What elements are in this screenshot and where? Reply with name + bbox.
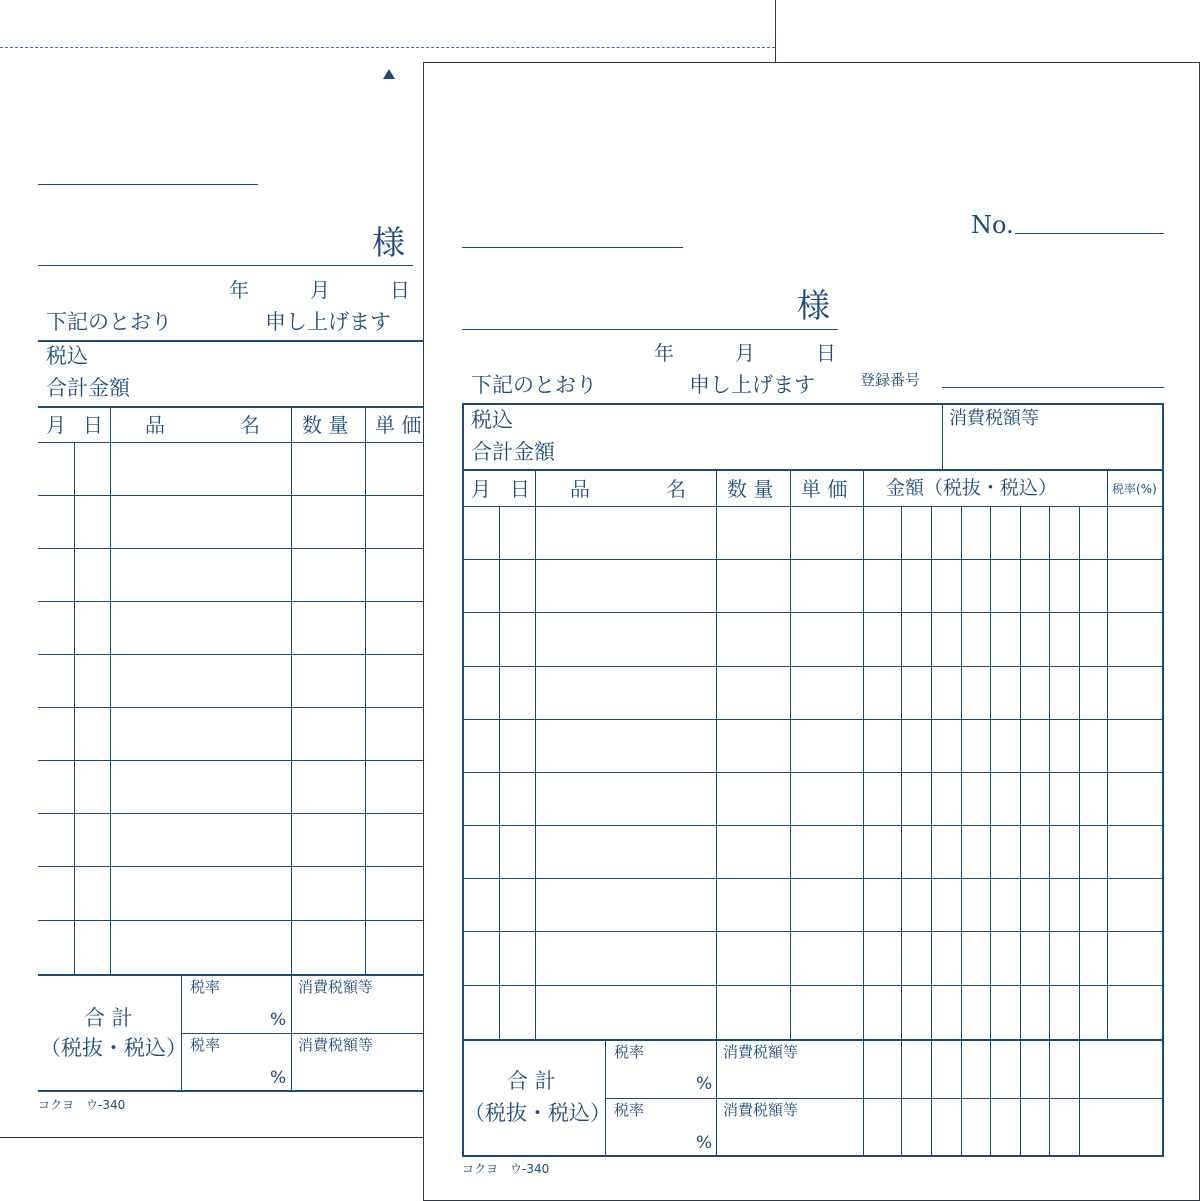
quantity-price-divider [365,406,366,974]
digit-divider [1049,506,1050,1157]
greeting-left: 下記のとおり [46,310,172,334]
recipient-line-short [38,184,258,185]
summary-middle-line [605,1098,1162,1099]
tax-amount-label: 消費税額等 [298,1036,374,1054]
percent-sign: % [696,1074,713,1094]
total-label-line2: 合計金額 [471,440,555,464]
row-line [462,825,1164,826]
summary-total-line1: 合 計 [84,1006,133,1030]
digit-divider [961,506,962,1157]
column-amount: 金額（税抜・税込） [886,477,1058,499]
registration-label: 登録番号 [860,371,921,389]
row-line [462,772,1164,773]
footer-product-code: コクヨ ウ-340 [38,1098,126,1112]
row-line [462,612,1164,613]
perforation-line [0,47,775,48]
recipient-line-short [462,247,683,248]
date-month-label: 月 [735,341,755,365]
column-quantity: 数 量 [302,413,349,437]
column-item-part2: 名 [666,477,686,501]
tax-rate-label: 税率 [190,978,221,996]
registration-line [942,387,1164,388]
tax-rate-label: 税率 [614,1043,645,1061]
digit-divider [931,506,932,1157]
date-day-label: 日 [390,278,410,302]
table-right-border [1162,403,1164,1157]
greeting-right: 申し上げます [689,373,815,397]
summary-top [462,1039,1164,1041]
greeting-left: 下記のとおり [471,373,597,397]
date-year-label: 年 [229,278,249,302]
day-item-divider [110,406,111,974]
date-day-label: 日 [816,341,836,365]
day-item-divider [535,469,536,1039]
row-line [462,985,1164,986]
summary-total-line2: （税抜・税込） [464,1101,611,1125]
percent-sign: % [270,1068,287,1088]
column-day: 日 [510,477,530,501]
item-quantity-divider [291,406,292,974]
tax-amount-label: 消費税額等 [723,1101,799,1119]
price-amount-divider [863,469,864,1157]
column-quantity: 数 量 [727,477,774,501]
tax-amount-label: 消費税額等 [949,408,1039,429]
number-line [1015,233,1164,234]
total-label-line1: 税込 [471,408,513,432]
column-unit-price: 単 価 [375,413,422,437]
column-day: 日 [83,413,103,437]
column-tax-rate: 税率(%) [1112,482,1157,496]
header-bottom-line [462,506,1164,507]
digit-divider [901,506,902,1157]
percent-sign: % [696,1133,713,1153]
summary-bottom [462,1155,1164,1157]
percent-sign: % [270,1010,287,1030]
quantity-price-divider [790,469,791,1039]
recipient-suffix: 様 [372,223,405,262]
recipient-suffix: 様 [797,286,830,325]
row-line [462,878,1164,879]
column-month: 月 [46,413,66,437]
tax-rate-label: 税率 [614,1101,645,1119]
recipient-line [38,265,413,266]
number-label: No. [971,211,1014,239]
row-line [462,666,1164,667]
amount-taxrate-divider [1107,469,1108,1039]
greeting-right: 申し上げます [265,310,391,334]
tax-amount-label: 消費税額等 [723,1043,799,1061]
month-day-divider [74,442,75,974]
digit-divider [1020,506,1021,1157]
table-top [462,469,1164,471]
total-box-top [462,403,1164,405]
total-label-line2: 合計金額 [46,376,130,400]
date-year-label: 年 [654,341,674,365]
column-month: 月 [471,477,491,501]
tax-amount-label: 消費税額等 [298,978,374,996]
column-item-part1: 品 [145,413,165,437]
column-item-part2: 名 [240,413,260,437]
front-sheet [423,62,1200,1201]
column-unit-price: 単 価 [801,477,848,501]
row-line [462,559,1164,560]
footer-product-code: コクヨ ウ-340 [462,1162,550,1176]
row-line [462,931,1164,932]
tax-rate-label: 税率 [190,1036,221,1054]
triangle-marker-icon [383,69,395,79]
column-item-part1: 品 [570,477,590,501]
item-quantity-divider [716,469,717,1157]
total-label-line1: 税込 [46,344,88,368]
table-left-border [462,403,464,1157]
digit-divider [1079,506,1080,1157]
date-month-label: 月 [310,278,330,302]
summary-total-line1: 合 計 [507,1069,556,1093]
recipient-line [462,329,838,330]
total-box-divider [942,403,943,469]
summary-total-line2: （税抜・税込） [40,1036,187,1060]
row-line [462,719,1164,720]
digit-divider [990,506,991,1157]
